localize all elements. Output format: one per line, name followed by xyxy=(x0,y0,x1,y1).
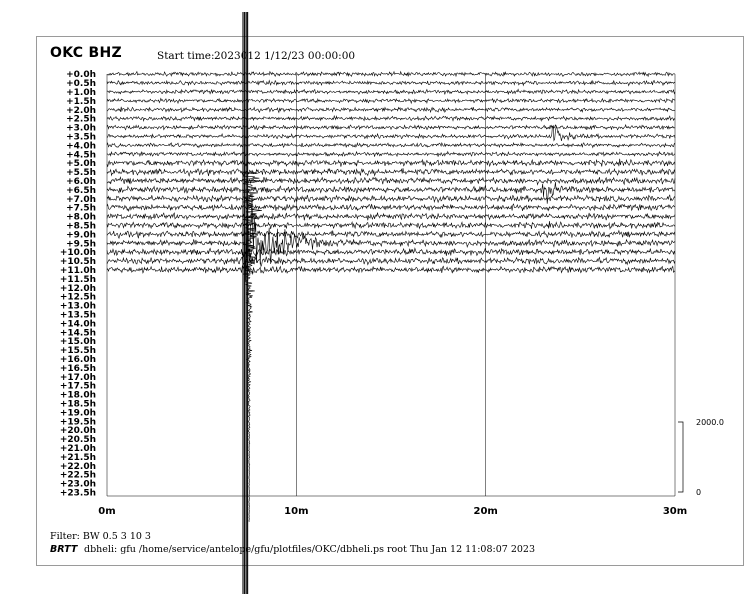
row-label: +23.5h xyxy=(59,488,96,499)
row-label: +3.5h xyxy=(66,132,96,143)
row-label: +0.0h xyxy=(66,70,96,81)
amplitude-scale-bar xyxy=(678,418,724,497)
row-label: +10.5h xyxy=(59,257,96,268)
row-label: +22.5h xyxy=(59,470,96,481)
trace-row xyxy=(107,221,675,229)
row-label: +18.0h xyxy=(59,390,96,401)
trace-row xyxy=(107,98,675,103)
trace-row xyxy=(107,143,675,148)
row-label: +8.0h xyxy=(66,212,96,223)
trace-row xyxy=(107,177,675,185)
row-label: +13.5h xyxy=(59,310,96,321)
row-label: +8.5h xyxy=(66,221,96,232)
trace-row xyxy=(107,247,675,257)
trace-row xyxy=(107,125,675,130)
row-label: +9.5h xyxy=(66,239,96,250)
trace-row xyxy=(107,116,675,121)
trace-group xyxy=(107,12,675,594)
row-label: +2.0h xyxy=(66,105,96,116)
x-tick-label: 20m xyxy=(473,506,498,517)
row-label: +2.5h xyxy=(66,114,96,125)
row-label: +9.0h xyxy=(66,230,96,241)
row-label: +13.0h xyxy=(59,301,96,312)
row-label: +11.5h xyxy=(59,274,96,285)
row-label: +4.5h xyxy=(66,150,96,161)
row-label: +15.0h xyxy=(59,337,96,348)
row-label: +7.0h xyxy=(66,194,96,205)
x-tick-label: 10m xyxy=(284,506,309,517)
row-label: +14.0h xyxy=(59,319,96,330)
trace-row xyxy=(107,152,675,157)
row-label: +21.5h xyxy=(59,452,96,463)
brtt-logo-text: BRTT xyxy=(50,544,78,555)
row-label: +5.5h xyxy=(66,168,96,179)
trace-row xyxy=(107,264,675,275)
row-label: +12.5h xyxy=(59,292,96,303)
row-label: +10.0h xyxy=(59,248,96,259)
trace-row xyxy=(107,89,675,94)
trace-row xyxy=(107,204,675,211)
row-label: +4.0h xyxy=(66,141,96,152)
x-tick-label: 0m xyxy=(98,506,116,517)
trace-row xyxy=(107,213,675,221)
trace-row xyxy=(107,168,675,176)
trace-row xyxy=(107,159,675,167)
row-label: +20.0h xyxy=(59,426,96,437)
row-label: +16.0h xyxy=(59,355,96,365)
filter-info: Filter: BW 0.5 3 10 3 xyxy=(50,531,151,542)
row-label: +1.0h xyxy=(66,88,96,98)
footer-info: dbheli: gfu /home/service/antelope/gfu/plotfiles/OKC/dbheli.ps root Thu Jan 12 11:08:07 2023 xyxy=(84,544,535,555)
row-label: +17.0h xyxy=(59,372,96,383)
start-time-label: Start time: xyxy=(157,50,215,62)
x-tick-label: 30m xyxy=(662,506,688,517)
row-label: +0.5h xyxy=(66,79,96,90)
row-label: +15.5h xyxy=(59,346,96,357)
row-label: +20.5h xyxy=(59,435,96,446)
row-label: +7.5h xyxy=(66,203,96,214)
row-label: +12.0h xyxy=(59,283,96,294)
start-time-value: 2023012 1/12/23 00:00:00 xyxy=(214,50,356,62)
row-label: +22.0h xyxy=(59,461,96,472)
trace-row xyxy=(107,107,675,113)
scale-min-label: 0 xyxy=(696,488,702,497)
x-axis xyxy=(98,74,687,517)
row-label: +16.5h xyxy=(59,363,96,374)
row-label: +5.0h xyxy=(66,159,96,170)
trace-row xyxy=(107,72,675,77)
scale-max-label: 2000.0 xyxy=(696,418,724,427)
trace-row xyxy=(107,182,675,204)
row-label: +21.0h xyxy=(59,444,96,454)
row-label: +18.5h xyxy=(59,399,96,410)
row-label: +17.5h xyxy=(59,381,96,392)
row-label-group xyxy=(60,70,96,498)
trace-row xyxy=(107,81,675,86)
row-label: +6.5h xyxy=(66,185,96,196)
row-label: +23.0h xyxy=(59,479,96,490)
row-label: +6.0h xyxy=(66,177,96,187)
station-title: OKC BHZ xyxy=(50,45,122,61)
scale-bracket xyxy=(678,422,683,492)
row-label: +11.0h xyxy=(59,266,96,276)
row-label: +1.5h xyxy=(66,96,96,107)
trace-row xyxy=(107,231,675,239)
row-label: +3.0h xyxy=(66,123,96,134)
row-label: +14.5h xyxy=(59,328,96,339)
trace-row xyxy=(107,257,675,267)
trace-row xyxy=(107,195,675,202)
row-label: +19.0h xyxy=(59,408,96,419)
row-label: +19.5h xyxy=(59,417,96,428)
